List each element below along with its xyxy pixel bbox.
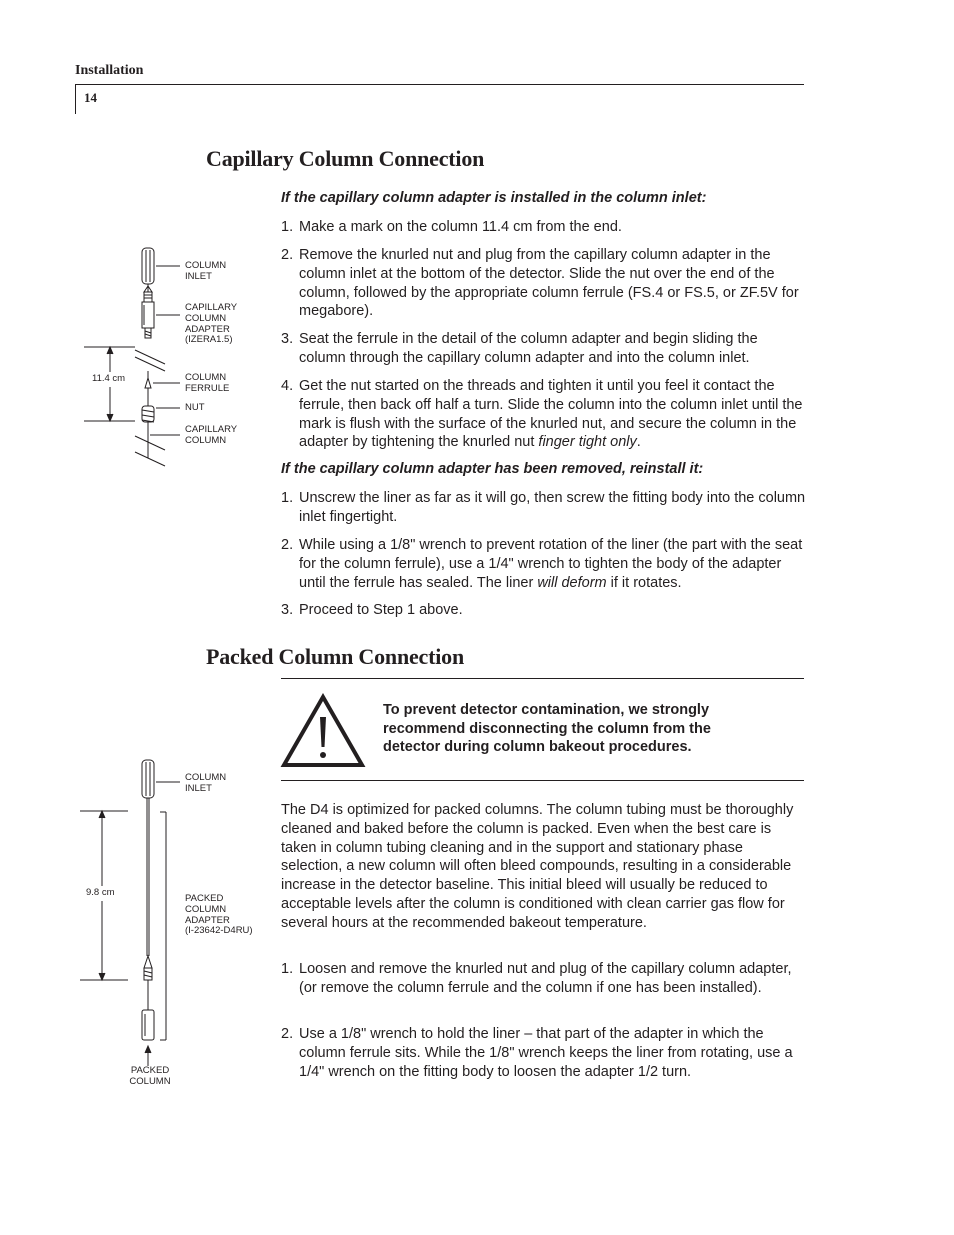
list-item: 2. While using a 1/8" wrench to prevent rotation of the liner (the part with the seat for the column ferrule), use a 1/4" wrench to tighten the body of the adapter until the ferrule has sealed. The liner will deform if it rotates. bbox=[281, 537, 803, 591]
dimension-label: 11.4 cm bbox=[92, 373, 126, 384]
label-packed-adapter: PACKED COLUMN ADAPTER (I-23642-D4RU) bbox=[185, 893, 253, 937]
list-item: 1. Make a mark on the column 11.4 cm from the end. bbox=[281, 219, 622, 235]
label-capillary-adapter: CAPILLARY COLUMN ADAPTER (IZERA1.5) bbox=[185, 302, 238, 346]
warning-top-rule bbox=[281, 678, 804, 679]
capillary-column-figure bbox=[80, 240, 270, 475]
header-rule bbox=[75, 84, 804, 85]
warning-text: To prevent detector contamination, we strongly recommend disconnecting the column from the detector during column bakeout procedures. bbox=[383, 702, 711, 756]
subheading-removed: If the capillary column adapter has been removed, reinstall it: bbox=[281, 461, 704, 477]
label-column-inlet: COLUMN INLET bbox=[185, 260, 227, 282]
list-item: 4. Get the nut started on the threads and tighten it until you feel it contact the ferrule, then back off half a turn. Slide the column into the column inlet until the mark is flush with the surface of the knurled nut, and secure the column in the adapter by tightening the knurled nut finger tight only. bbox=[281, 378, 803, 451]
label-column-inlet: COLUMN INLET bbox=[185, 772, 227, 794]
section-title-packed: Packed Column Connection bbox=[206, 644, 464, 669]
label-packed-column: PACKED COLUMN bbox=[129, 1065, 171, 1087]
page-number: 14 bbox=[84, 90, 97, 105]
list-item: 3. Seat the ferrule in the detail of the column adapter and begin sliding the column through the capillary column adapter and into the column inlet. bbox=[281, 331, 758, 366]
list-item: 2. Use a 1/8" wrench to hold the liner – that part of the adapter in which the column ferrule sits. While the 1/8" wrench keeps the liner from rotating, use a 1/4" wrench on the fitting body to loosen the adapter 1/2 turn. bbox=[281, 1026, 793, 1080]
running-header: Installation bbox=[75, 63, 144, 78]
header-vertical-rule bbox=[75, 84, 76, 114]
label-nut: NUT bbox=[185, 402, 205, 413]
subheading-installed: If the capillary column adapter is installed in the column inlet: bbox=[281, 190, 707, 206]
packed-intro-paragraph: The D4 is optimized for packed columns. The column tubing must be thoroughly cleaned and baked before the column is packed. Even when the best care is taken in column tubing cleaning and in the support and stationary phase selection, a new column will often bleed compounds, resulting in a considerable increase in the detector baseline. This initial bleed will usually be reduced to acceptable levels after the column is conditioned with clean carrier gas flow for several hours at the recommended bakeout temperature. bbox=[281, 802, 794, 931]
list-item: 2. Remove the knurled nut and plug from the capillary column adapter in the column inlet at the bottom of the detector. Slide the nut over the end of the column, followed by the appropriate column ferrule (FS.4 or FS.5, or ZF.5V for megabore). bbox=[281, 247, 799, 320]
capillary-diagram bbox=[80, 240, 270, 475]
dimension-label: 9.8 cm bbox=[86, 887, 115, 898]
packed-column-figure bbox=[80, 756, 270, 1096]
label-column-ferrule: COLUMN FERRULE bbox=[185, 372, 230, 394]
section-title-capillary: Capillary Column Connection bbox=[206, 146, 485, 171]
label-capillary-column: CAPILLARY COLUMN bbox=[185, 424, 238, 446]
list-item: 1. Loosen and remove the knurled nut and plug of the capillary column adapter, (or remove the column ferrule and the column if one has been installed). bbox=[281, 961, 792, 996]
warning-icon bbox=[280, 693, 366, 769]
list-item: 1. Unscrew the liner as far as it will go, then screw the fitting body into the column inlet fingertight. bbox=[281, 490, 806, 525]
warning-bottom-rule bbox=[281, 780, 804, 781]
list-item: 3. Proceed to Step 1 above. bbox=[281, 602, 463, 618]
